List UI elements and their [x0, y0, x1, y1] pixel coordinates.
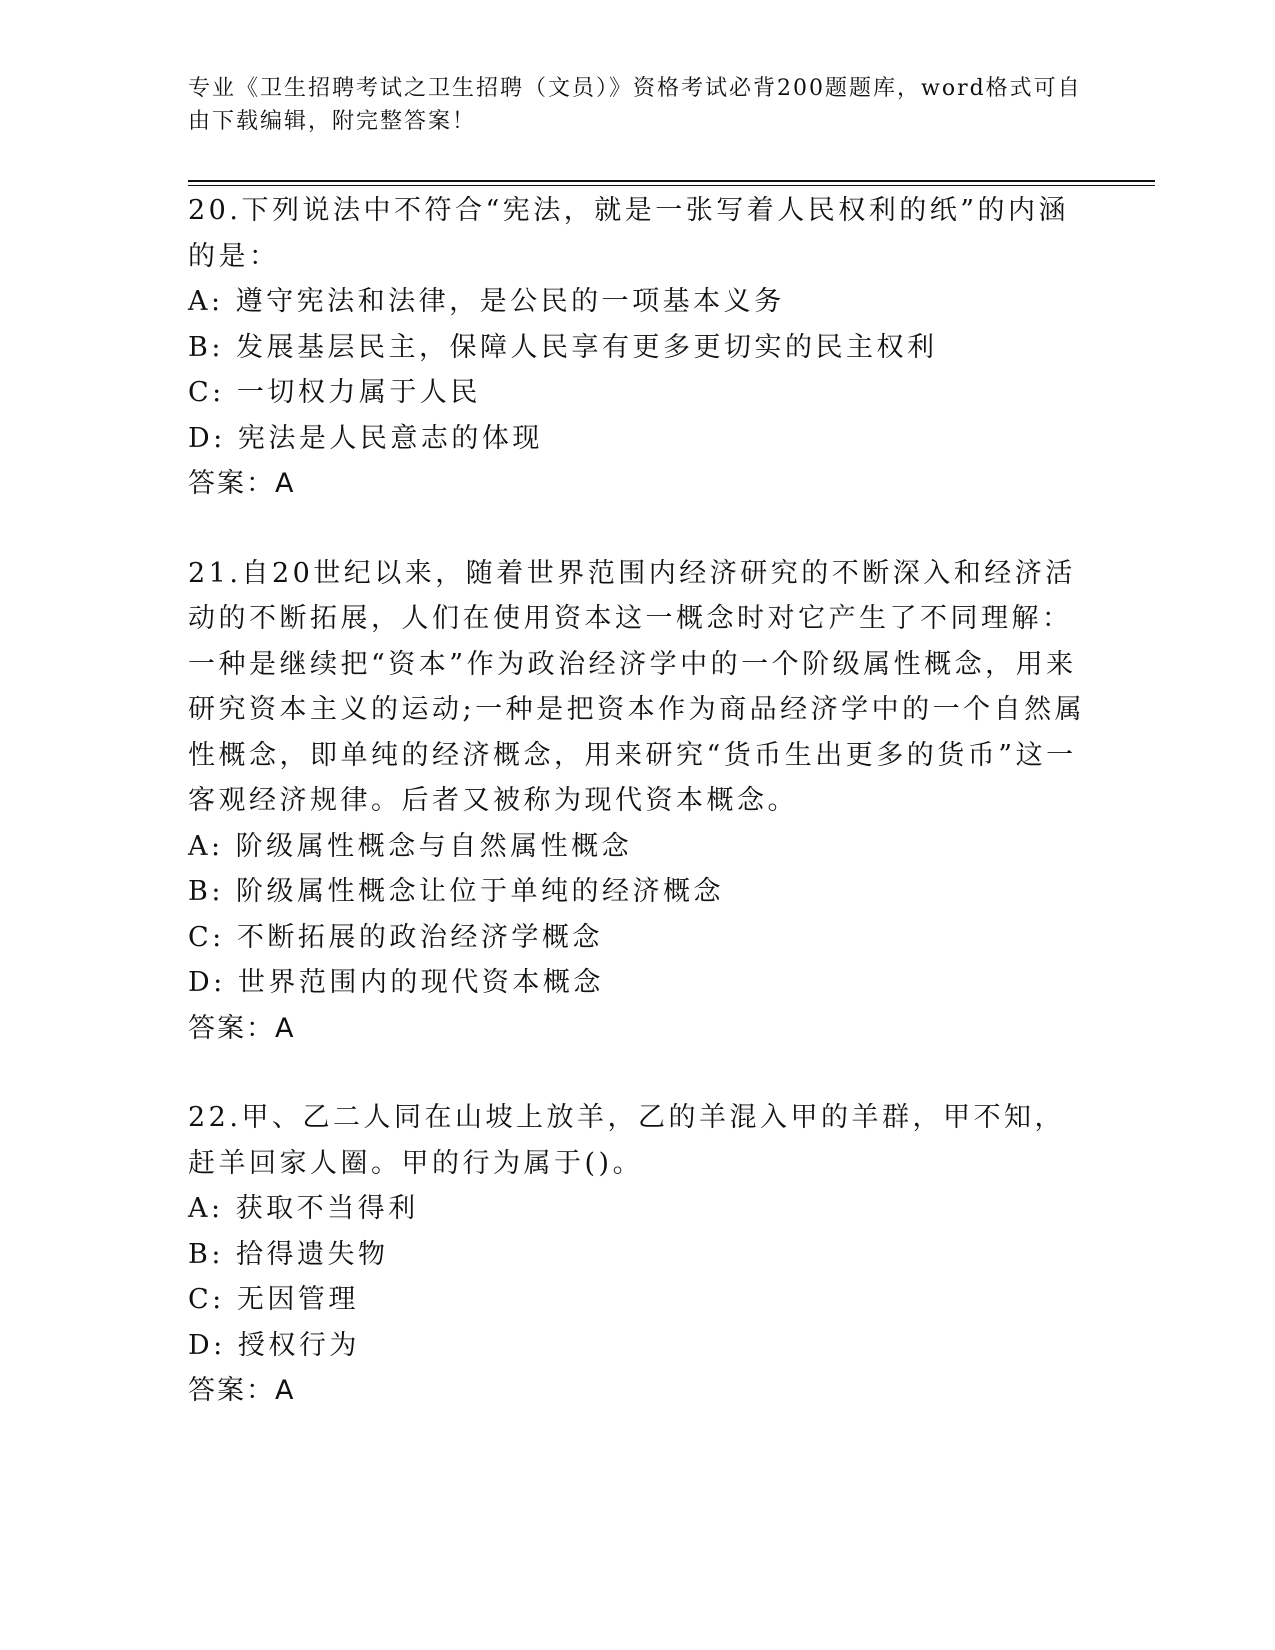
option-d: D: 宪法是人民意志的体现	[188, 422, 543, 454]
question-stem: 21.自20世纪以来，随着世界范围内经济研究的不断深入和经济活动的不断拓展，人们在使用资本这一概念时对它产生了不同理解：一种是继续把“资本”作为政治经济学中的一个阶级属性概念，用来研究资本主义的运动;一种是把资本作为商品经济学中的一个自然属性概念，即单纯的经济概念，用来研究“货币生出更多的货币”这一客观经济规律。后者又被称为现代资本概念。	[188, 557, 1086, 816]
option-a: A: 获取不当得利	[188, 1193, 419, 1224]
option-b: B: 拾得遗失物	[188, 1238, 389, 1270]
document-header: 专业《卫生招聘考试之卫生招聘（文员）》资格考试必背200题题库，word格式可自由下载编辑，附完整答案！	[188, 76, 1082, 134]
question-list	[188, 188, 1088, 1458]
question-stem: 20.下列说法中不符合“宪法，就是一张写着人民权利的纸”的内涵的是：	[188, 195, 1070, 272]
option-c: C: 不断拓展的政治经济学概念	[188, 921, 603, 953]
option-d: D: 世界范围内的现代资本概念	[188, 967, 604, 998]
option-b: B: 发展基层民主，保障人民享有更多更切实的民主权利	[188, 331, 938, 363]
header-rule-thick	[188, 180, 1155, 182]
question-20	[188, 188, 1088, 507]
option-d: D: 授权行为	[188, 1329, 360, 1361]
option-c: C: 一切权力属于人民	[188, 377, 481, 408]
header-rule-thin	[188, 185, 1155, 186]
answer-line: 答案：A	[188, 1012, 296, 1044]
answer-line: 答案：A	[188, 468, 296, 499]
option-a: A: 遵守宪法和法律，是公民的一项基本义务	[188, 286, 785, 317]
question-22	[188, 1095, 1088, 1414]
option-b: B: 阶级属性概念让位于单纯的经济概念	[188, 876, 725, 907]
answer-line: 答案：A	[188, 1375, 296, 1406]
question-21	[188, 551, 1088, 1052]
question-stem: 22.甲、乙二人同在山坡上放羊，乙的羊混入甲的羊群，甲不知，赶羊回家人圈。甲的行为属于()。	[188, 1102, 1065, 1179]
option-a: A: 阶级属性概念与自然属性概念	[188, 830, 633, 862]
option-c: C: 无因管理	[188, 1284, 359, 1315]
